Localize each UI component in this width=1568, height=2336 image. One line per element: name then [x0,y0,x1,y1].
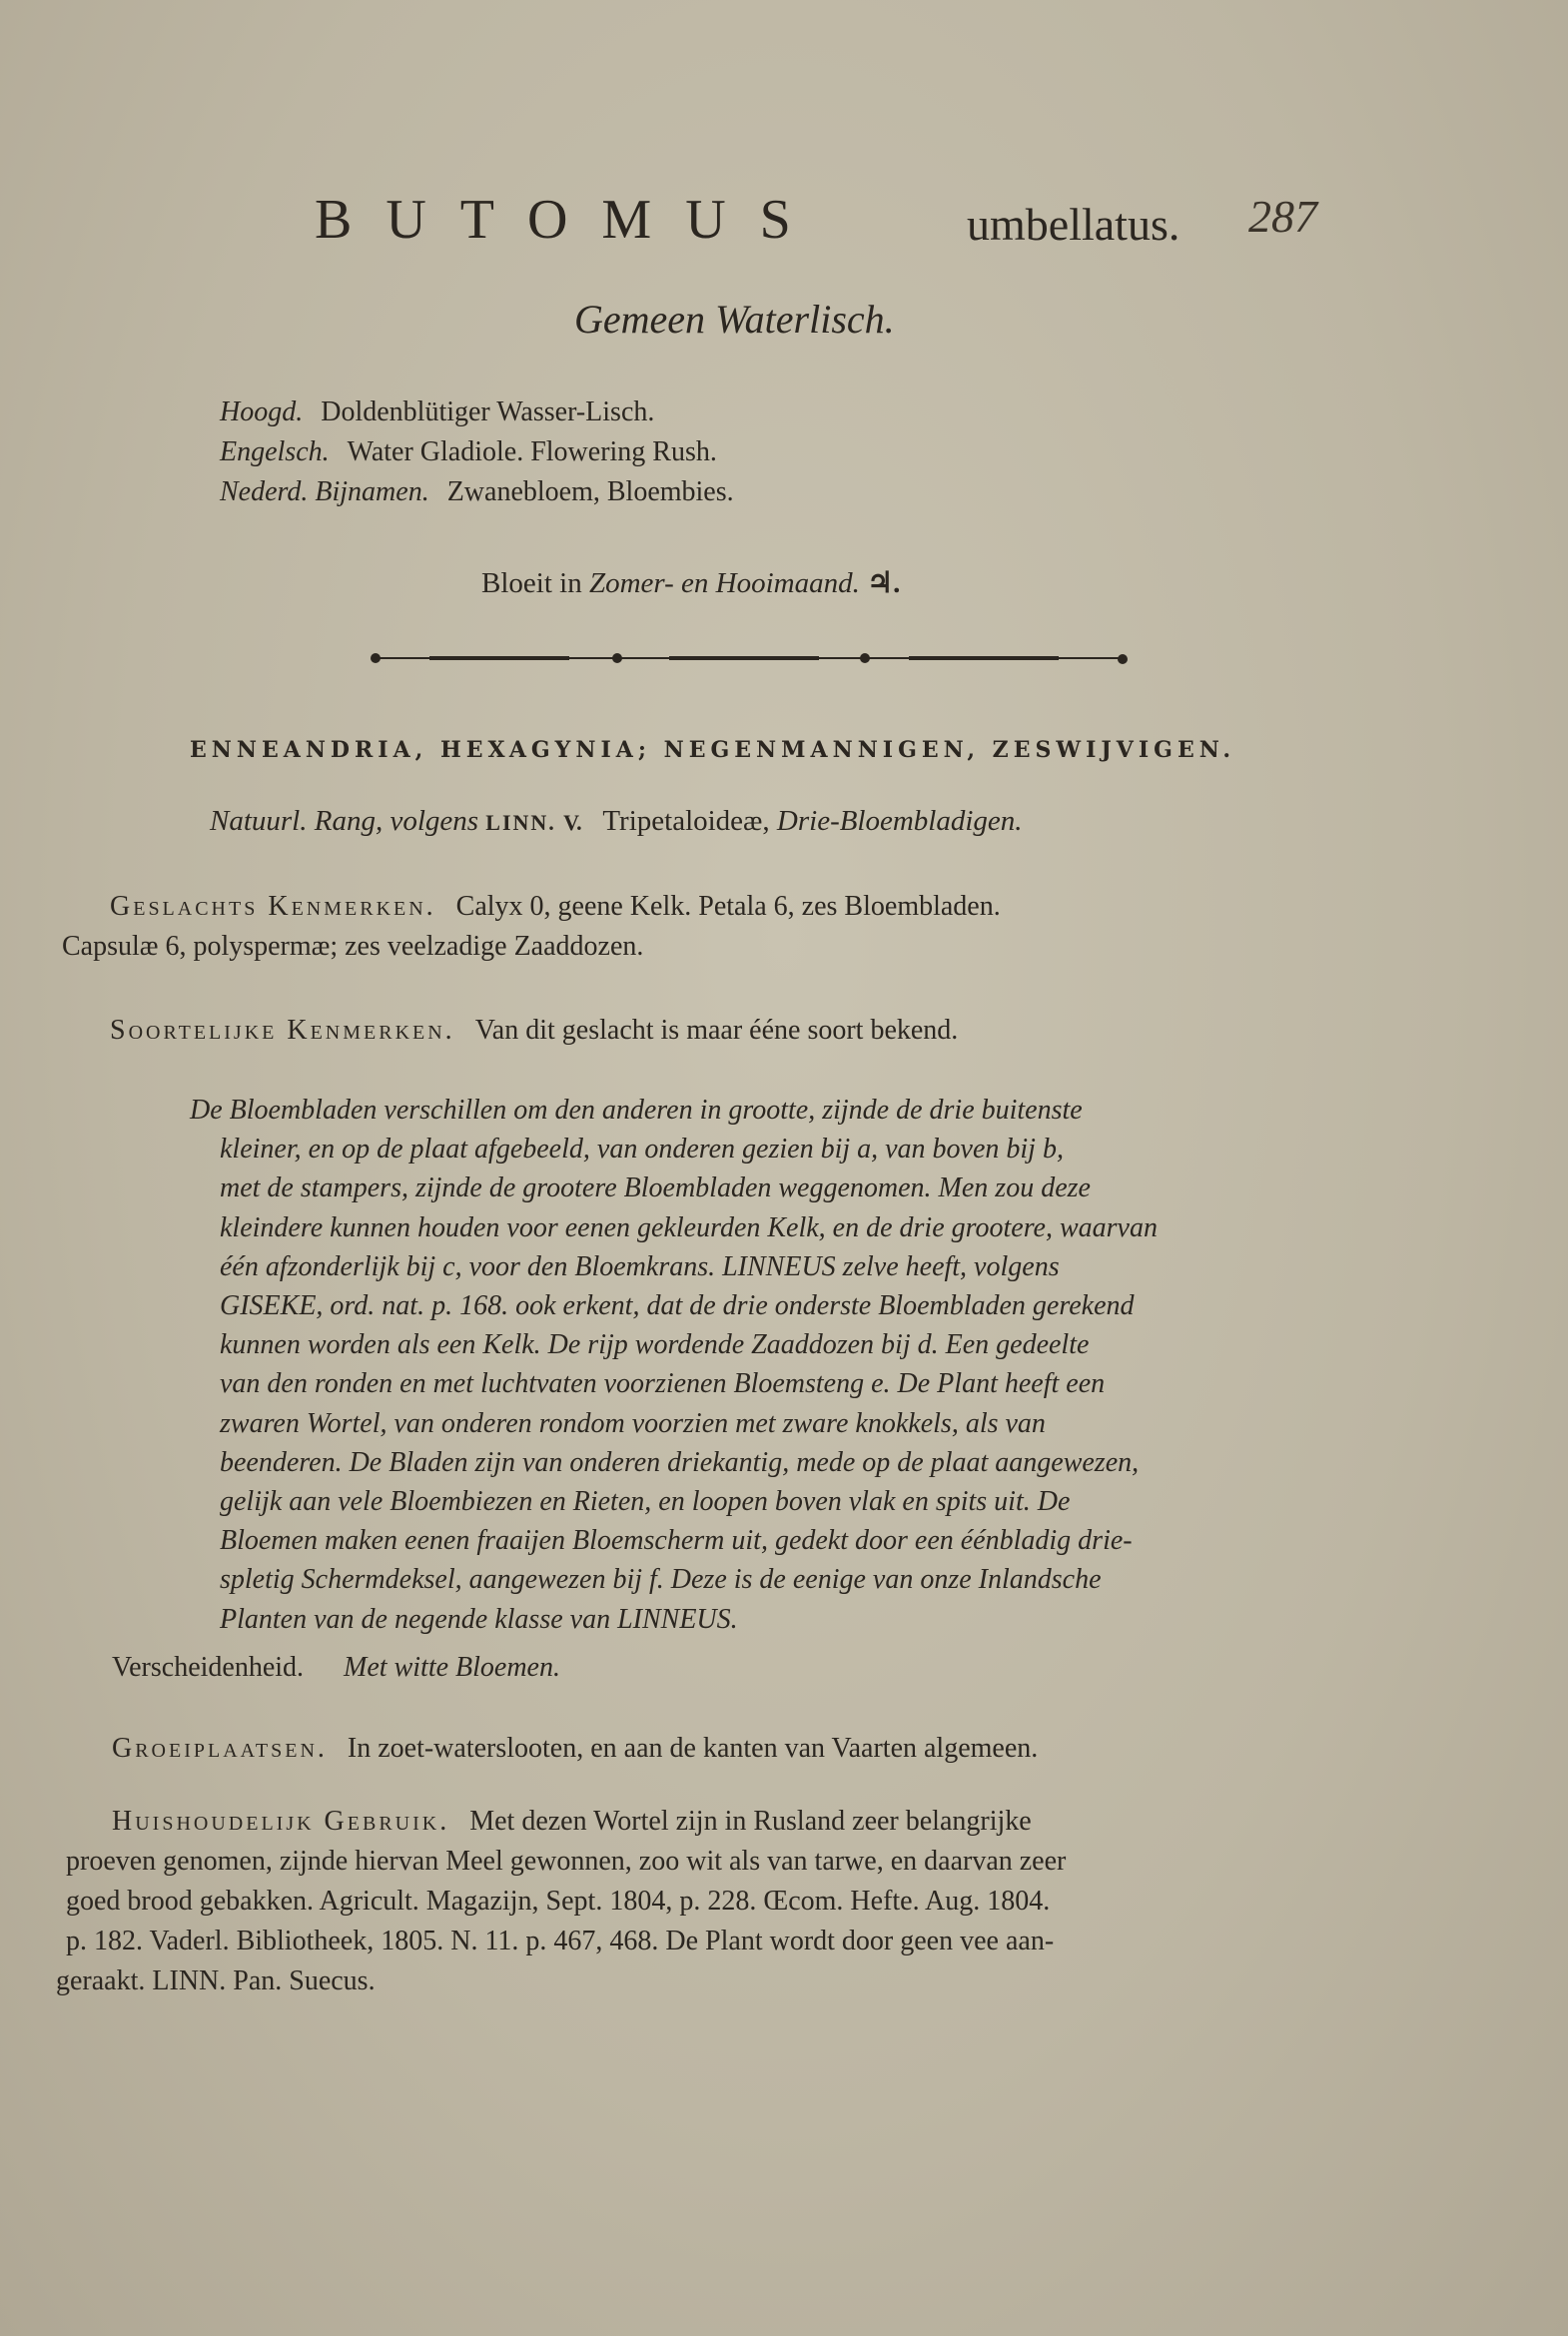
household-line: goed brood gebakken. Agricult. Magazijn, Sept. 1804, p. 228. Œcom. Hefte. Aug. 1804. [66,1886,1051,1917]
household-line: Met dezen Wortel zijn in Rusland zeer belangrijke [469,1806,1032,1837]
description-line: kleindere kunnen houden voor eenen gekleurden Kelk, en de drie grootere, waarvan [220,1211,1158,1243]
description-line: Bloemen maken eenen fraaijen Bloemscherm uit, gedekt door een éénbladig drie- [220,1525,1133,1557]
description-line: Planten van de negende klasse van LINNEUS. [220,1603,738,1635]
section-heading: Groeiplaatsen. [112,1733,328,1764]
description-line: van den ronden en met luchtvaten voorzienen Bloemsteng e. De Plant heeft een [220,1368,1106,1400]
species-title: umbellatus. [967,199,1180,250]
genus-line-1: Calyx 0, geene Kelk. Petala 6, zes Bloembladen. [455,891,1001,922]
section-heading: Soortelijke Kenmerken. [110,1015,455,1046]
name-hoogd [220,396,654,428]
description-line: spletig Schermdeksel, aangewezen bij f. Deze is de eenige van onze Inlandsche [220,1564,1102,1596]
description-line: gelijk aan vele Bloembiezen en Rieten, en loopen boven vlak en spits uit. De [220,1486,1071,1518]
name-label: Engelsch. [220,436,330,467]
name-value: Zwanebloem, Bloembies. [446,476,734,507]
habitat [112,1729,1038,1769]
classification-line: ENNEANDRIA, HEXAGYNIA; NEGENMANNIGEN, ZESWIJVIGEN. [190,737,1236,763]
name-nederd [220,476,734,508]
genus-characteristics [110,887,1001,927]
natural-rank [210,805,1023,838]
genus-characteristics-cont: Capsulæ 6, polyspermæ; zes veelzadige Zaaddozen. [62,931,644,962]
description-line: kunnen worden als een Kelk. De rijp wordende Zaaddozen bij d. Een gedeelte [220,1329,1090,1361]
name-value: Water Gladiole. Flowering Rush. [347,436,717,467]
household-line: geraakt. LINN. Pan. Suecus. [56,1965,376,1996]
variety [112,1648,560,1688]
variety-text: Met witte Bloemen. [344,1652,560,1683]
genus-title: BUTOMUS [315,189,825,251]
species-characteristics [110,1011,958,1051]
description-line: één afzonderlijk bij c, voor den Bloemkrans. LINNEUS zelve heeft, volgens [220,1250,1060,1282]
description-line: De Bloembladen verschillen om den anderen in grootte, zijnde de drie buitenste [190,1095,1083,1126]
bloei-prefix: Bloeit in [481,567,582,599]
household-line: p. 182. Vaderl. Bibliotheek, 1805. N. 11. p. 467, 468. De Plant wordt door geen vee aan- [66,1926,1055,1956]
rank-label: Natuurl. Rang, volgens [210,805,479,837]
name-label: Hoogd. [220,396,304,427]
name-engelsch [220,436,717,468]
name-value: Doldenblütiger Wasser-Lisch. [321,396,655,427]
rank-latin: Tripetaloideæ, [602,805,770,837]
section-heading: Verscheidenheid. [112,1652,305,1683]
household-use [112,1802,1032,1842]
species-text: Van dit geslacht is maar ééne soort bekend. [474,1015,959,1046]
rank-number: V. [563,810,582,835]
page-number: 287 [1248,191,1317,242]
section-heading: Geslachts Kenmerken. [110,891,436,922]
rank-author: LINN. [485,810,556,835]
flowering-time [481,565,900,600]
section-heading: Huishoudelijk Gebruik. [112,1806,450,1837]
common-name: Gemeen Waterlisch. [574,297,895,342]
description-line: GISEKE, ord. nat. p. 168. ook erkent, dat de drie onderste Bloembladen gerekend [220,1290,1135,1322]
habitat-text: In zoet-waterslooten, en aan de kanten van Vaarten algemeen. [347,1733,1039,1764]
description-line: kleiner, en op de plaat afgebeeld, van onderen gezien bij a, van boven bij b, [220,1134,1064,1166]
perennial-symbol: ♃. [867,567,901,599]
description-line: beenderen. De Bladen zijn van onderen driekantig, mede op de plaat aangewezen, [220,1446,1140,1478]
ornamental-rule [370,647,1129,669]
description-line: met de stampers, zijnde de grootere Bloembladen weggenomen. Men zou deze [220,1172,1091,1204]
household-line: proeven genomen, zijnde hiervan Meel gewonnen, zoo wit als van tarwe, en daarvan zeer [66,1846,1067,1877]
description-line: zwaren Wortel, van onderen rondom voorzien met zware knokkels, als van [220,1407,1046,1439]
rank-dutch: Drie-Bloembladigen. [776,805,1023,837]
bloei-months: Zomer- en Hooimaand. [588,567,860,599]
description [190,1091,1443,1639]
name-label: Nederd. Bijnamen. [220,476,429,507]
